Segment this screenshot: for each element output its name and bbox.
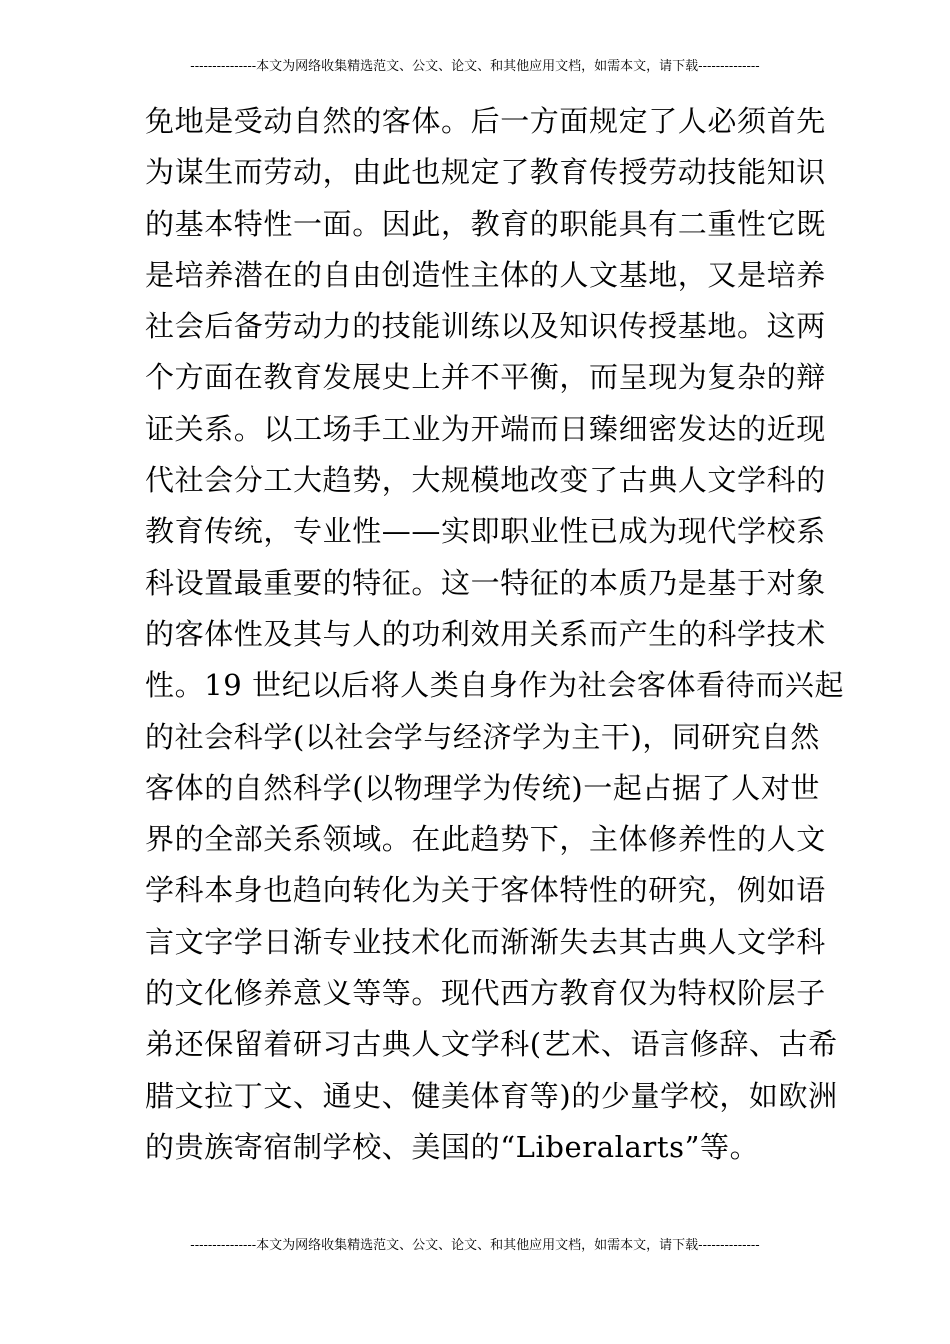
body-line: 言文字学日渐专业技术化而渐渐失去其古典人文学科 bbox=[145, 924, 826, 959]
body-line: 界的全部关系领域。在此趋势下，主体修养性的人文 bbox=[145, 822, 826, 857]
body-line: 的客体性及其与人的功利效用关系而产生的科学技术 bbox=[145, 616, 826, 651]
body-line: 证关系。以工场手工业为开端而日臻细密发达的近现 bbox=[145, 411, 826, 446]
body-line: 社会后备劳动力的技能训练以及知识传授基地。这两 bbox=[145, 309, 826, 344]
body-line: 的贵族寄宿制学校、美国的“Liberalarts”等。 bbox=[145, 1129, 760, 1164]
document-body bbox=[145, 96, 845, 1173]
body-line: 弟还保留着研习古典人文学科(艺术、语言修辞、古希 bbox=[145, 1027, 838, 1062]
body-line: 科设置最重要的特征。这一特征的本质乃是基于对象 bbox=[145, 565, 826, 600]
body-line: 腊文拉丁文、通史、健美体育等)的少量学校，如欧洲 bbox=[145, 1078, 838, 1113]
body-line: 的社会科学(以社会学与经济学为主干)，同研究自然 bbox=[145, 719, 821, 754]
body-line: 免地是受动自然的客体。后一方面规定了人必须首先 bbox=[145, 104, 826, 138]
body-line: 教育传统，专业性——实即职业性已成为现代学校系 bbox=[145, 514, 826, 549]
body-line: 学科本身也趋向转化为关于客体特性的研究，例如语 bbox=[145, 873, 826, 908]
body-line: 客体的自然科学(以物理学为传统)一起占据了人对世 bbox=[145, 770, 821, 805]
body-line: 性。19 世纪以后将人类自身作为社会客体看待而兴起 bbox=[145, 668, 845, 703]
page-header: ---------------本文为网络收集精选范文、公文、论文、和其他应用文档，如需本文，请下载-------------- bbox=[190, 59, 760, 74]
body-line: 个方面在教育发展史上并不平衡，而呈现为复杂的辩 bbox=[145, 360, 826, 395]
body-line: 的基本特性一面。因此，教育的职能具有二重性它既 bbox=[145, 206, 826, 241]
body-line: 为谋生而劳动，由此也规定了教育传授劳动技能知识 bbox=[145, 155, 826, 190]
page-footer: ---------------本文为网络收集精选范文、公文、论文、和其他应用文档，如需本文，请下载-------------- bbox=[190, 1238, 760, 1253]
body-line: 代社会分工大趋势，大规模地改变了古典人文学科的 bbox=[145, 463, 826, 498]
body-line: 是培养潜在的自由创造性主体的人文基地，又是培养 bbox=[145, 257, 826, 292]
body-line: 的文化修养意义等等。现代西方教育仅为特权阶层子 bbox=[145, 976, 826, 1011]
